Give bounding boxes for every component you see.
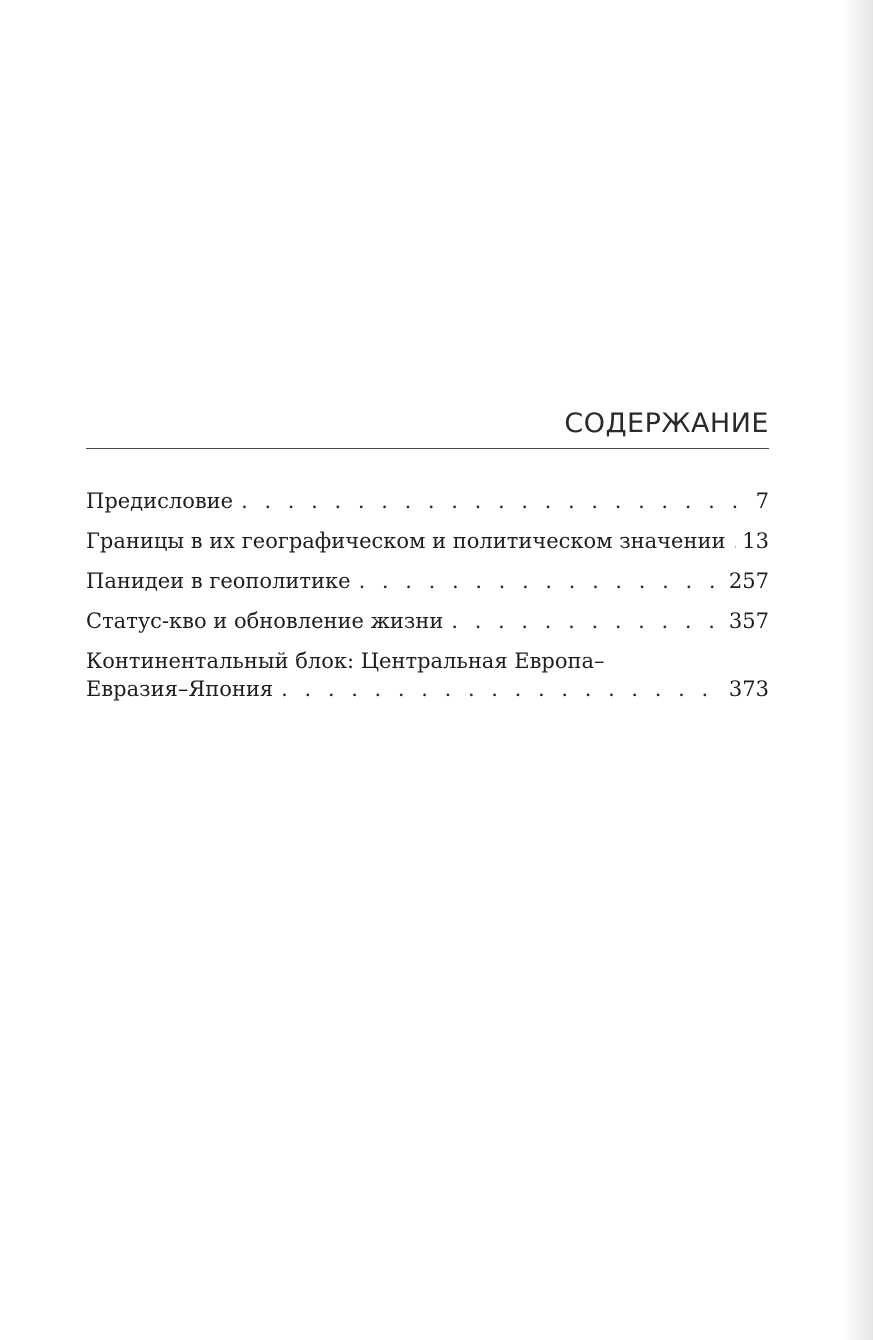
- page-edge-shadow: [843, 0, 873, 1340]
- toc-leader-dots: [733, 527, 736, 555]
- toc-entry-row: [86, 567, 769, 595]
- toc-leader-dots: [451, 607, 723, 635]
- toc-entry-title-line2: Евразия–Япония: [86, 677, 274, 701]
- toc-entry-page: 257: [728, 569, 769, 593]
- heading-rule: [86, 448, 769, 449]
- toc-entry[interactable]: [86, 567, 769, 595]
- toc-entry-title-line1: Континентальный блок: Центральная Европа–: [86, 649, 605, 673]
- toc-entry-page: 13: [742, 529, 769, 553]
- toc-entry-page: 373: [728, 677, 769, 701]
- toc-entry-title: Панидеи в геополитике: [86, 569, 351, 593]
- toc-leader-dots: [241, 487, 750, 515]
- toc-entry[interactable]: [86, 527, 769, 555]
- toc-entry-title: Предисловие: [86, 489, 234, 513]
- toc-entry-row: [86, 607, 769, 635]
- toc-list: [86, 487, 769, 703]
- toc-leader-dots: [281, 675, 723, 703]
- toc-entry[interactable]: [86, 647, 769, 703]
- toc-entry-page: 7: [755, 489, 769, 513]
- toc-entry-row: [86, 527, 769, 555]
- toc-entry-row: [86, 675, 769, 703]
- contents-heading: СОДЕРЖАНИЕ: [564, 408, 769, 439]
- table-of-contents: [86, 404, 769, 715]
- toc-entry-row: [86, 487, 769, 515]
- toc-entry-title: Границы в их географическом и политическом значении: [86, 529, 726, 553]
- toc-entry-title: Статус-кво и обновление жизни: [86, 609, 444, 633]
- toc-entry[interactable]: [86, 487, 769, 515]
- toc-entry[interactable]: [86, 607, 769, 635]
- toc-leader-dots: [359, 567, 723, 595]
- toc-entry-page: 357: [728, 609, 769, 633]
